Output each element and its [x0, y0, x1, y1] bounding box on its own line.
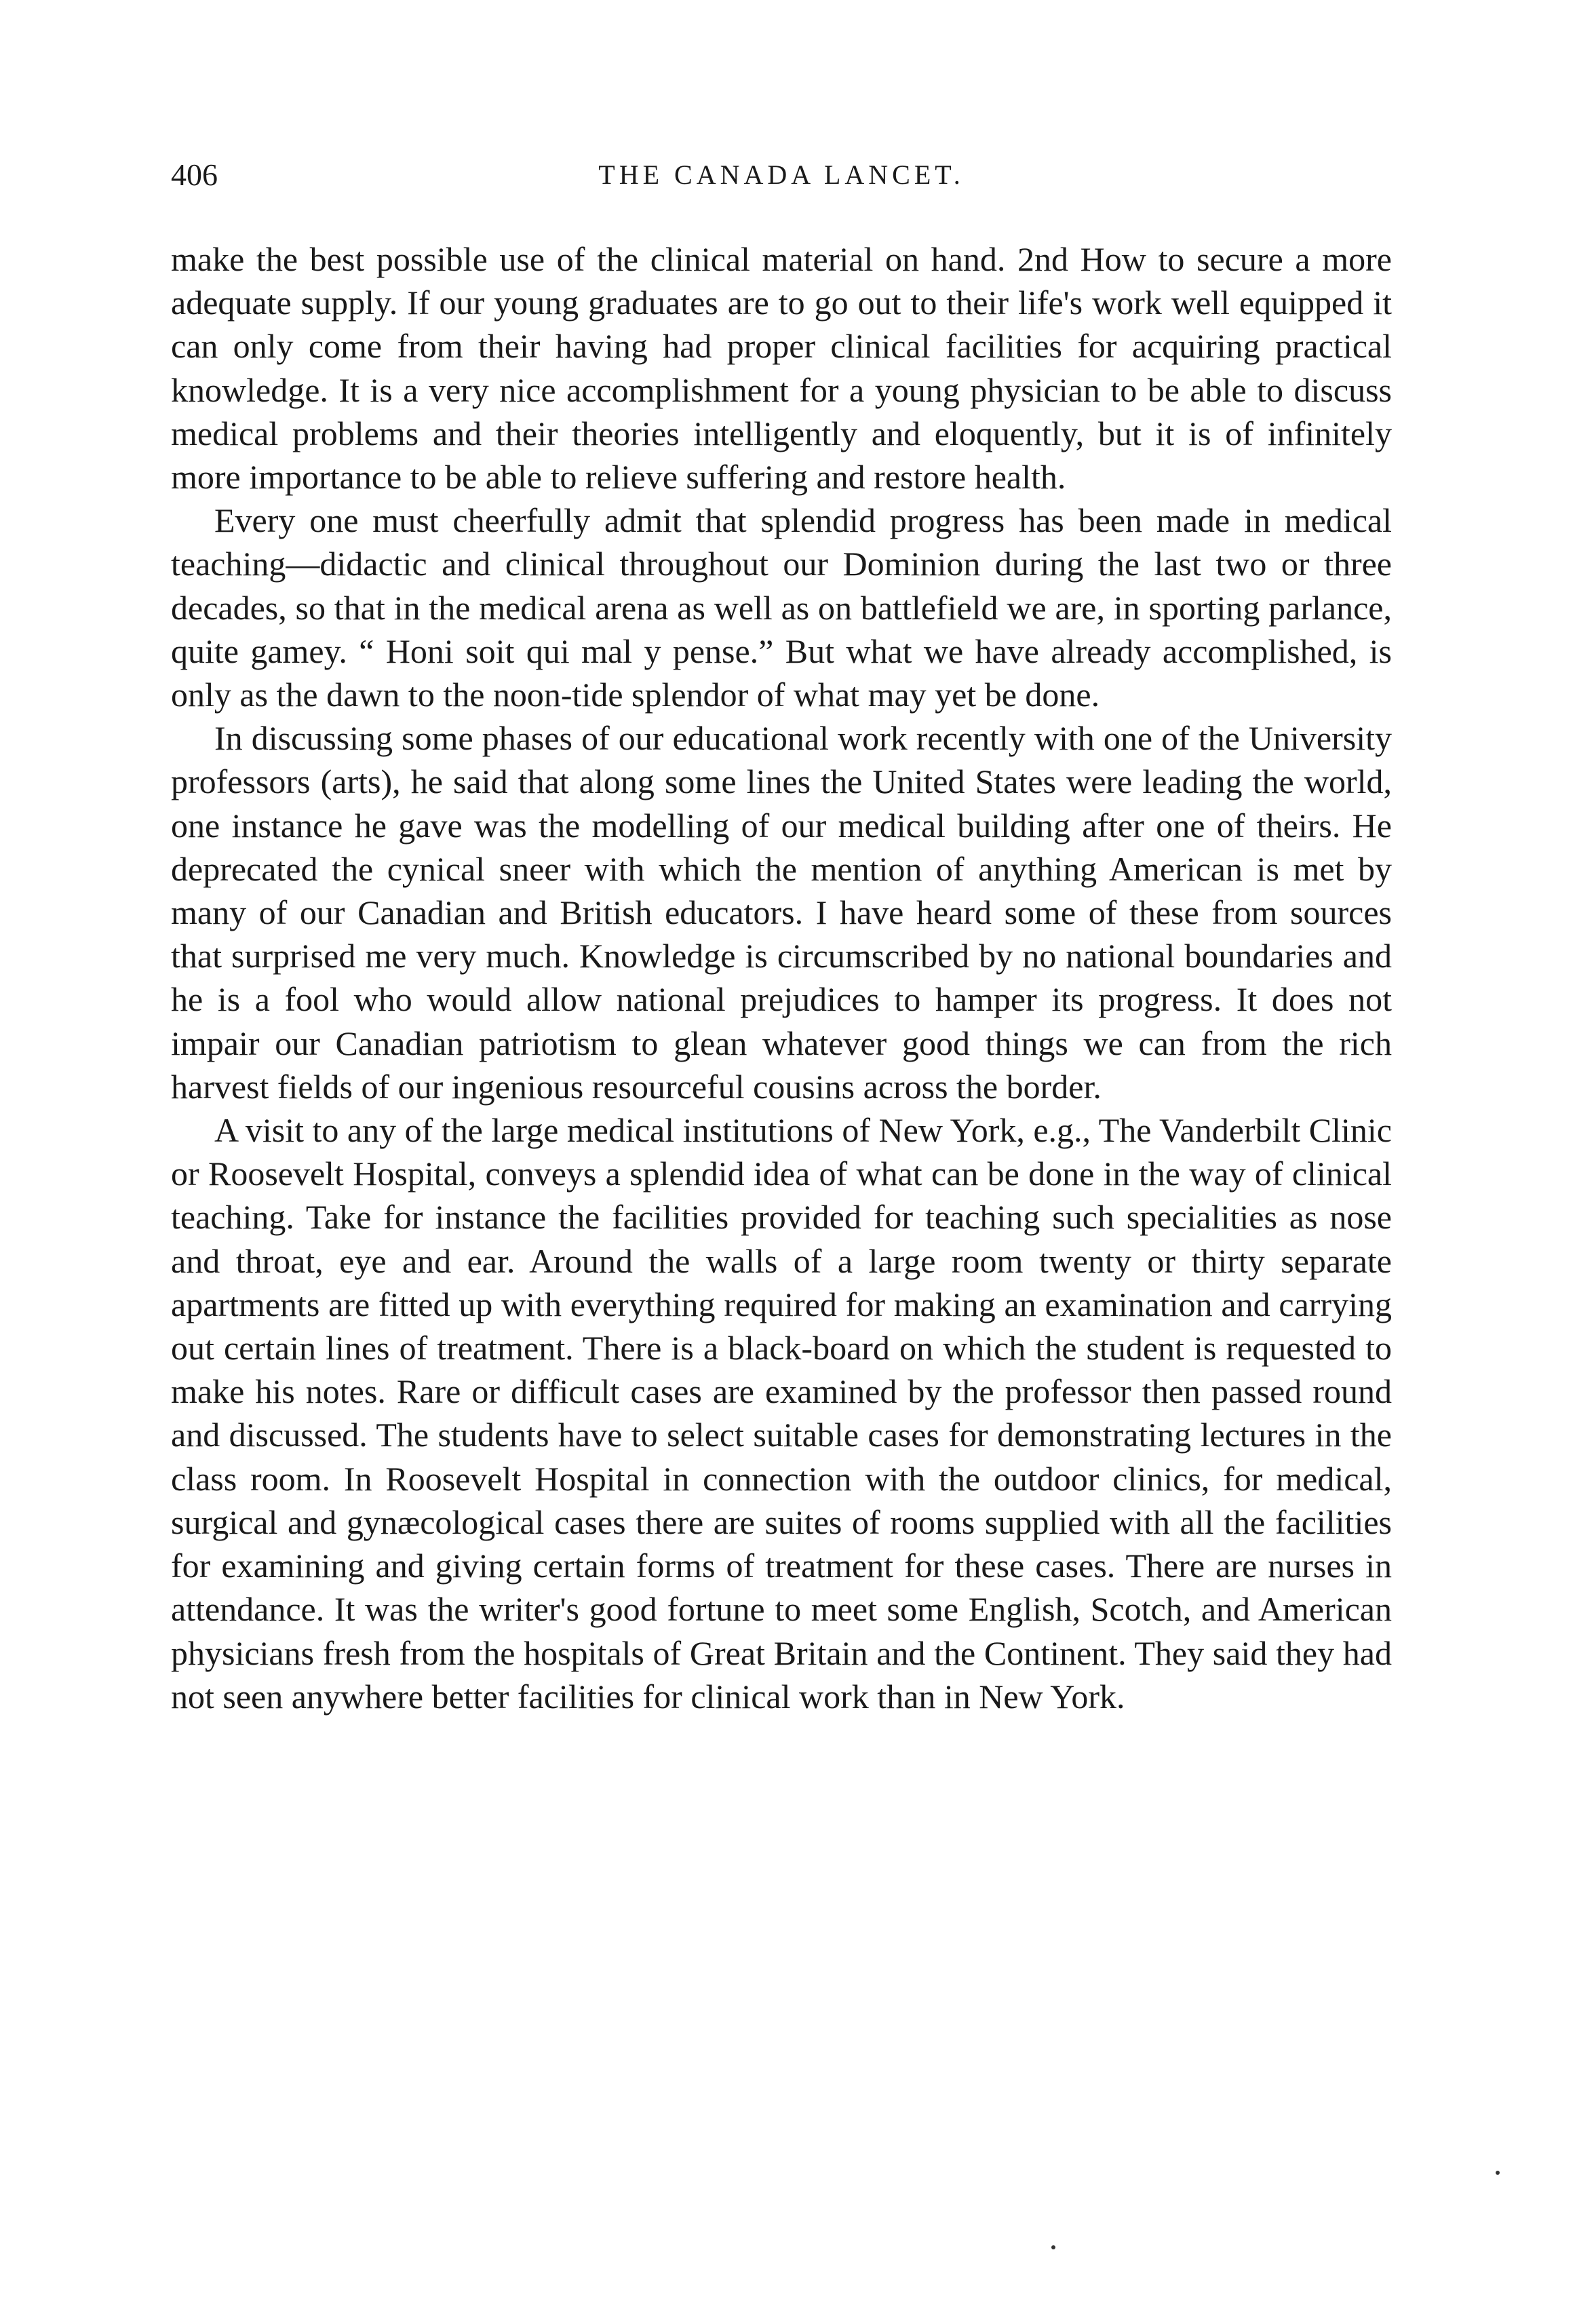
article-body: [171, 237, 1392, 1718]
page-number: 406: [171, 157, 218, 192]
paragraph-3: In discussing some phases of our educational work recently with one of the University professors (arts), he said that along some lines the United States were leading the world, one instance he gave was the modelling of our medical building after one of theirs. He deprecated the cynical sneer with which the mention of anything American is met by many of our Canadian and British educators. I have heard some of these from sources that surprised me very much. Knowledge is circumscribed by no national boundaries and he is a fool who would allow national prejudices to hamper its progress. It does not impair our Canadian patriotism to glean whatever good things we can from the rich harvest fields of our ingenious resourceful cousins across the border.: [171, 719, 1392, 1106]
paragraph-2: Every one must cheerfully admit that splendid progress has been made in medical teaching—didactic and clinical throughout our Dominion during the last two or three decades, so that in the medical arena as well as on battlefield we are, in sporting parlance, quite gamey. “ Honi soit qui mal y pense.” But what we have already accomplished, is only as the dawn to the noon-tide splendor of what may yet be done.: [171, 501, 1392, 714]
running-title: THE CANADA LANCET.: [598, 159, 965, 190]
paragraph-4: A visit to any of the large medical institutions of New York, e.g., The Vanderbilt Clinic or Roosevelt Hospital, conveys a splendid idea of what can be done in the way of clinical teaching. Take for instance the facilities provided for teaching such specialities as nose and throat, eye and ear. Around the walls of a large room twenty or thirty separate apartments are fitted up with everything required for making an examination and carrying out certain lines of treatment. There is a black-board on which the student is requested to make his notes. Rare or difficult cases are examined by the professor then passed round and discussed. The students have to select suitable cases for demonstrating lectures in the class room. In Roosevelt Hospital in connection with the outdoor clinics, for medical, surgical and gynæcological cases there are suites of rooms supplied with all the facilities for examining and giving certain forms of treatment for these cases. There are nurses in attendance. It was the writer's good fortune to meet some English, Scotch, and American physicians fresh from the hospitals of Great Britain and the Continent. They said they had not seen anywhere better facilities for clinical work than in New York.: [171, 1111, 1392, 1716]
print-speck: [1496, 2171, 1500, 2175]
page-header: [171, 155, 1392, 195]
print-speck: [1051, 2245, 1055, 2249]
paragraph-1: make the best possible use of the clinical material on hand. 2nd How to secure a more adequate supply. If our young graduates are to go out to their life's work well equipped it can only come from their having had proper clinical facilities for acquiring practical knowledge. It is a very nice accomplishment for a young physician to be able to discuss medical problems and their theories intelligently and eloquently, but it is of infinitely more importance to be able to relieve suffering and restore health.: [171, 240, 1392, 497]
